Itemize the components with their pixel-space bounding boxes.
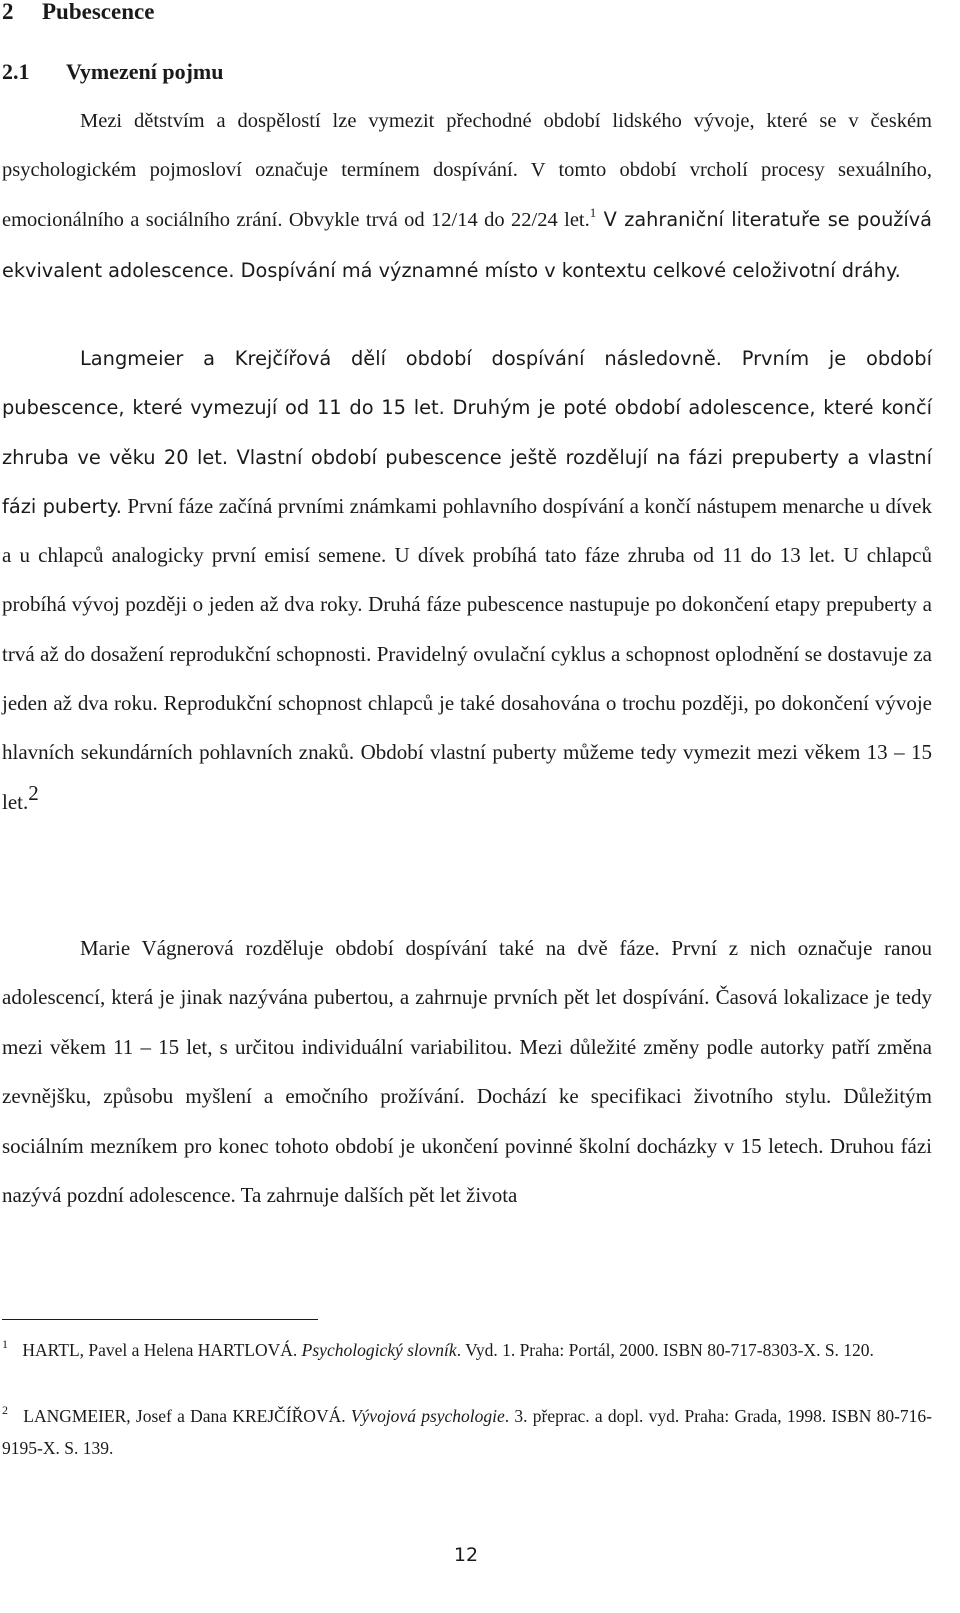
- footnote-2: $^2$ LANGMEIER, Josef a Dana KREJČÍŘOVÁ. Vývojová psychologie. 3. přeprac. a dopl. vyd. Praha: Grada, 1998. ISBN 80-716-9195-X. S. 139.: [2, 1403, 932, 1458]
- sentence: Druhou fázi nazývá pozdní adolescence.: [2, 1133, 932, 1208]
- sentence: U dívek probíhá tato fáze zhruba od 11 do 13 let.: [386, 543, 836, 568]
- sentence: Časová lokalizace je tedy mezi věkem 11 – 15 let, s určitou individuální variabilitou.: [2, 985, 932, 1059]
- footnote-text: LANGMEIER, Josef a Dana KREJČÍŘOVÁ.: [23, 1406, 351, 1426]
- chapter-title: Pubescence: [42, 0, 155, 24]
- paragraph-langmeier: [2, 334, 932, 827]
- sentence: U chlapců probíhá vývoj později o jeden až dva roky.: [2, 543, 932, 617]
- footnote-text: . Vyd. 1. Praha: Portál, 2000. ISBN 80-717-8303-X. S. 120.: [456, 1340, 874, 1360]
- sentence: Reprodukční schopnost chlapců je také dosahována o trochu později, po dokončení vývoje hlavních sekundárních pohlavních znaků.: [2, 691, 932, 765]
- paragraph-vagnerova: [2, 924, 932, 1220]
- sentence: Dochází ke specifikaci životního stylu.: [464, 1084, 832, 1109]
- section-heading: [2, 56, 223, 88]
- page-number: 12: [453, 1544, 479, 1566]
- sentence: První fáze začíná prvními známkami pohlavního dospívání a končí nástupem menarche u dívek a u chlapců analogicky první emisí semene.: [2, 493, 932, 568]
- footnote-text: HARTL, Pavel a Helena HARTLOVÁ.: [22, 1340, 302, 1360]
- paragraph-definition: [2, 97, 932, 296]
- sentence: Druhá fáze pubescence nastupuje po dokončení etapy prepuberty a trvá až do dosažení reprodukční schopnosti.: [2, 592, 932, 666]
- chapter-heading: [2, 0, 154, 28]
- footnote-title: Psychologický slovník: [301, 1340, 457, 1360]
- sentence: Druhým je poté období adolescence, které končí zhruba ve věku 20 let.: [2, 396, 933, 469]
- footnote-ref-1[interactable]: 1: [589, 205, 597, 221]
- sentence: Mezi důležité změny podle autorky patří změna zevnějšku, způsobu myšlení a emočního prožívání.: [2, 1034, 932, 1109]
- sentence: Dospívání má významné místo v kontextu celkové celoživotní dráhy.: [234, 258, 901, 282]
- sentence: Mezi dětstvím a dospělostí lze vymezit přechodné období lidského vývoje, které se v českém psychologickém pojmosloví označuje termínem dospívání. V tomto období vrcholí procesy sexuálního, emocionálního a sociálního zrání. Obvykle trvá od 12/14 do 22/24 let.: [2, 110, 932, 232]
- sentence: Marie Vágnerová rozděluje období dospívání také na dvě fáze.: [80, 936, 660, 960]
- sentence: Pravidelný ovulační cyklus a schopnost oplodnění se dostavuje za jeden až dva roku.: [2, 641, 932, 716]
- sentence: V zahraniční literatuře se používá ekvivalent adolescence.: [2, 208, 932, 282]
- footnote-title: Vývojová psychologie: [350, 1406, 505, 1426]
- sentence: První z nich označuje ranou adolescencí, která je jinak nazývána pubertou, a zahrnuje prvních pět let dospívání.: [2, 936, 932, 1010]
- sentence: Langmeier a Krejčířová dělí období dospívání následovně.: [80, 347, 722, 370]
- sentence: Důležitým sociálním mezníkem pro konec tohoto období je ukončení povinné školní docházky v 15 letech.: [2, 1084, 932, 1158]
- section-number: 2.1: [2, 59, 30, 84]
- sentence: Období vlastní puberty můžeme tedy vymezit mezi věkem 13 – 15 let.: [2, 740, 932, 814]
- sentence: Prvním je období pubescence, které vymezují od 11 do 15 let.: [2, 347, 932, 420]
- footnote-text: . 3. přeprac. a dopl. vyd. Praha: Grada, 1998. ISBN 80-716-9195-X. S. 139.: [2, 1406, 932, 1458]
- sentence: Vlastní období pubescence ještě rozdělují na fázi prepuberty a vlastní fázi puberty.: [2, 445, 932, 518]
- footnote-ref-2[interactable]: 2: [28, 780, 39, 805]
- chapter-number: 2: [2, 0, 14, 24]
- footnote-1: $^1$ HARTL, Pavel a Helena HARTLOVÁ. Psychologický slovník. Vyd. 1. Praha: Portál, 2000. ISBN 80-717-8303-X. S. 120.: [2, 1337, 874, 1360]
- sentence: Ta zahrnuje dalších pět let života: [235, 1183, 518, 1208]
- footnote-separator: [2, 1319, 318, 1320]
- section-title: Vymezení pojmu: [66, 59, 224, 84]
